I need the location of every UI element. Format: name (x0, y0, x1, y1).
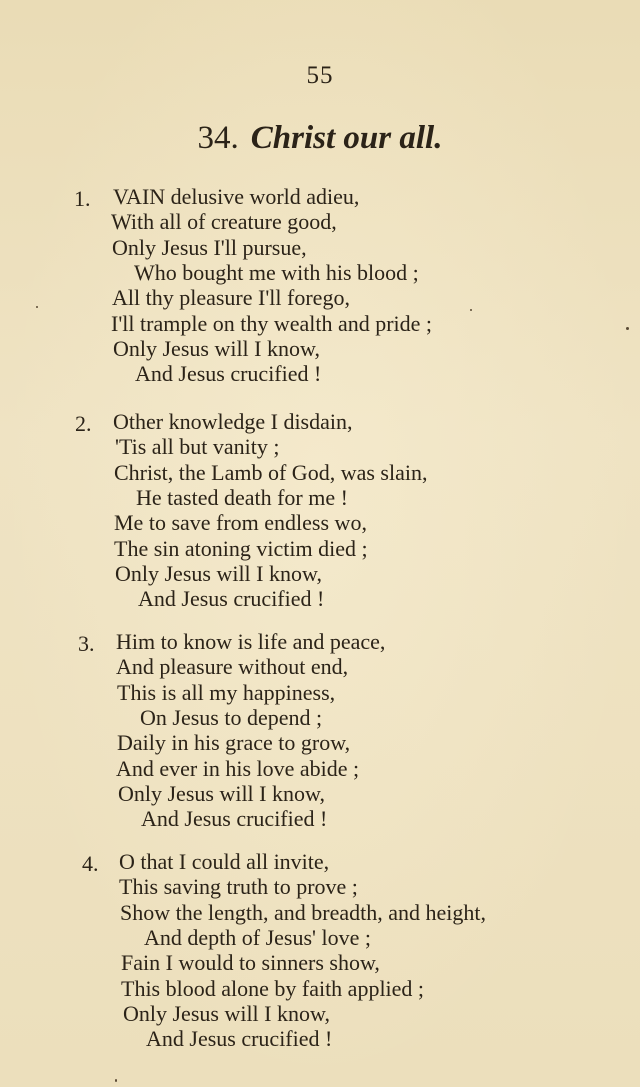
verse-line: VAIN delusive world adieu, (113, 184, 360, 209)
page-number: 55 (306, 62, 334, 89)
stanza-number: 3. (78, 631, 95, 656)
verse-line: On Jesus to depend ; (140, 705, 323, 730)
verse-line: And Jesus crucified ! (146, 1026, 333, 1051)
paper-speck (470, 309, 472, 311)
paper-speck (115, 1079, 117, 1082)
verse-line: And pleasure without end, (116, 654, 349, 679)
verse-line: Only Jesus will I know, (113, 336, 320, 361)
verse-line: He tasted death for me ! (136, 485, 348, 510)
verse-line: O that I could all invite, (119, 849, 330, 874)
verse-line: And Jesus crucified ! (135, 361, 322, 386)
verse-line: 'Tis all but vanity ; (115, 434, 280, 459)
verse-line: This is all my happiness, (117, 680, 336, 705)
hymn-title (0, 120, 640, 157)
verse-line: Other knowledge I disdain, (113, 409, 353, 434)
verse-line: All thy pleasure I'll forego, (112, 285, 350, 310)
verse-line: This saving truth to prove ; (119, 874, 358, 899)
stanza-number: 2. (75, 411, 92, 436)
stanza-number: 1. (74, 186, 91, 211)
verse-line: Only Jesus will I know, (118, 781, 325, 806)
verse-line: I'll trample on thy wealth and pride ; (111, 311, 433, 336)
verse-line: Him to know is life and peace, (116, 629, 386, 654)
verse-line: Only Jesus I'll pursue, (112, 235, 307, 260)
paper-speck (36, 306, 38, 308)
verse-line: And ever in his love abide ; (116, 756, 360, 781)
verse-line: Only Jesus will I know, (115, 561, 322, 586)
verse-line: The sin atoning victim died ; (114, 536, 368, 561)
verse-line: Daily in his grace to grow, (117, 730, 351, 755)
verse-line: With all of creature good, (111, 209, 337, 234)
verse-line: And depth of Jesus' love ; (144, 925, 371, 950)
verse-line: This blood alone by faith applied ; (121, 976, 425, 1001)
hymn-name: Christ our all. (250, 120, 443, 156)
verse-line: And Jesus crucified ! (141, 806, 328, 831)
verse-line: Fain I would to sinners show, (121, 950, 380, 975)
verse-line: And Jesus crucified ! (138, 586, 325, 611)
verse-line: Christ, the Lamb of God, was slain, (114, 460, 428, 485)
hymn-number: 34. (197, 120, 239, 156)
verse-line: Show the length, and breadth, and height, (120, 900, 486, 925)
verse-line: Me to save from endless wo, (114, 510, 367, 535)
verse-line: Only Jesus will I know, (123, 1001, 330, 1026)
stanza-number: 4. (82, 851, 99, 876)
paper-speck (626, 327, 629, 330)
verse-line: Who bought me with his blood ; (134, 260, 419, 285)
